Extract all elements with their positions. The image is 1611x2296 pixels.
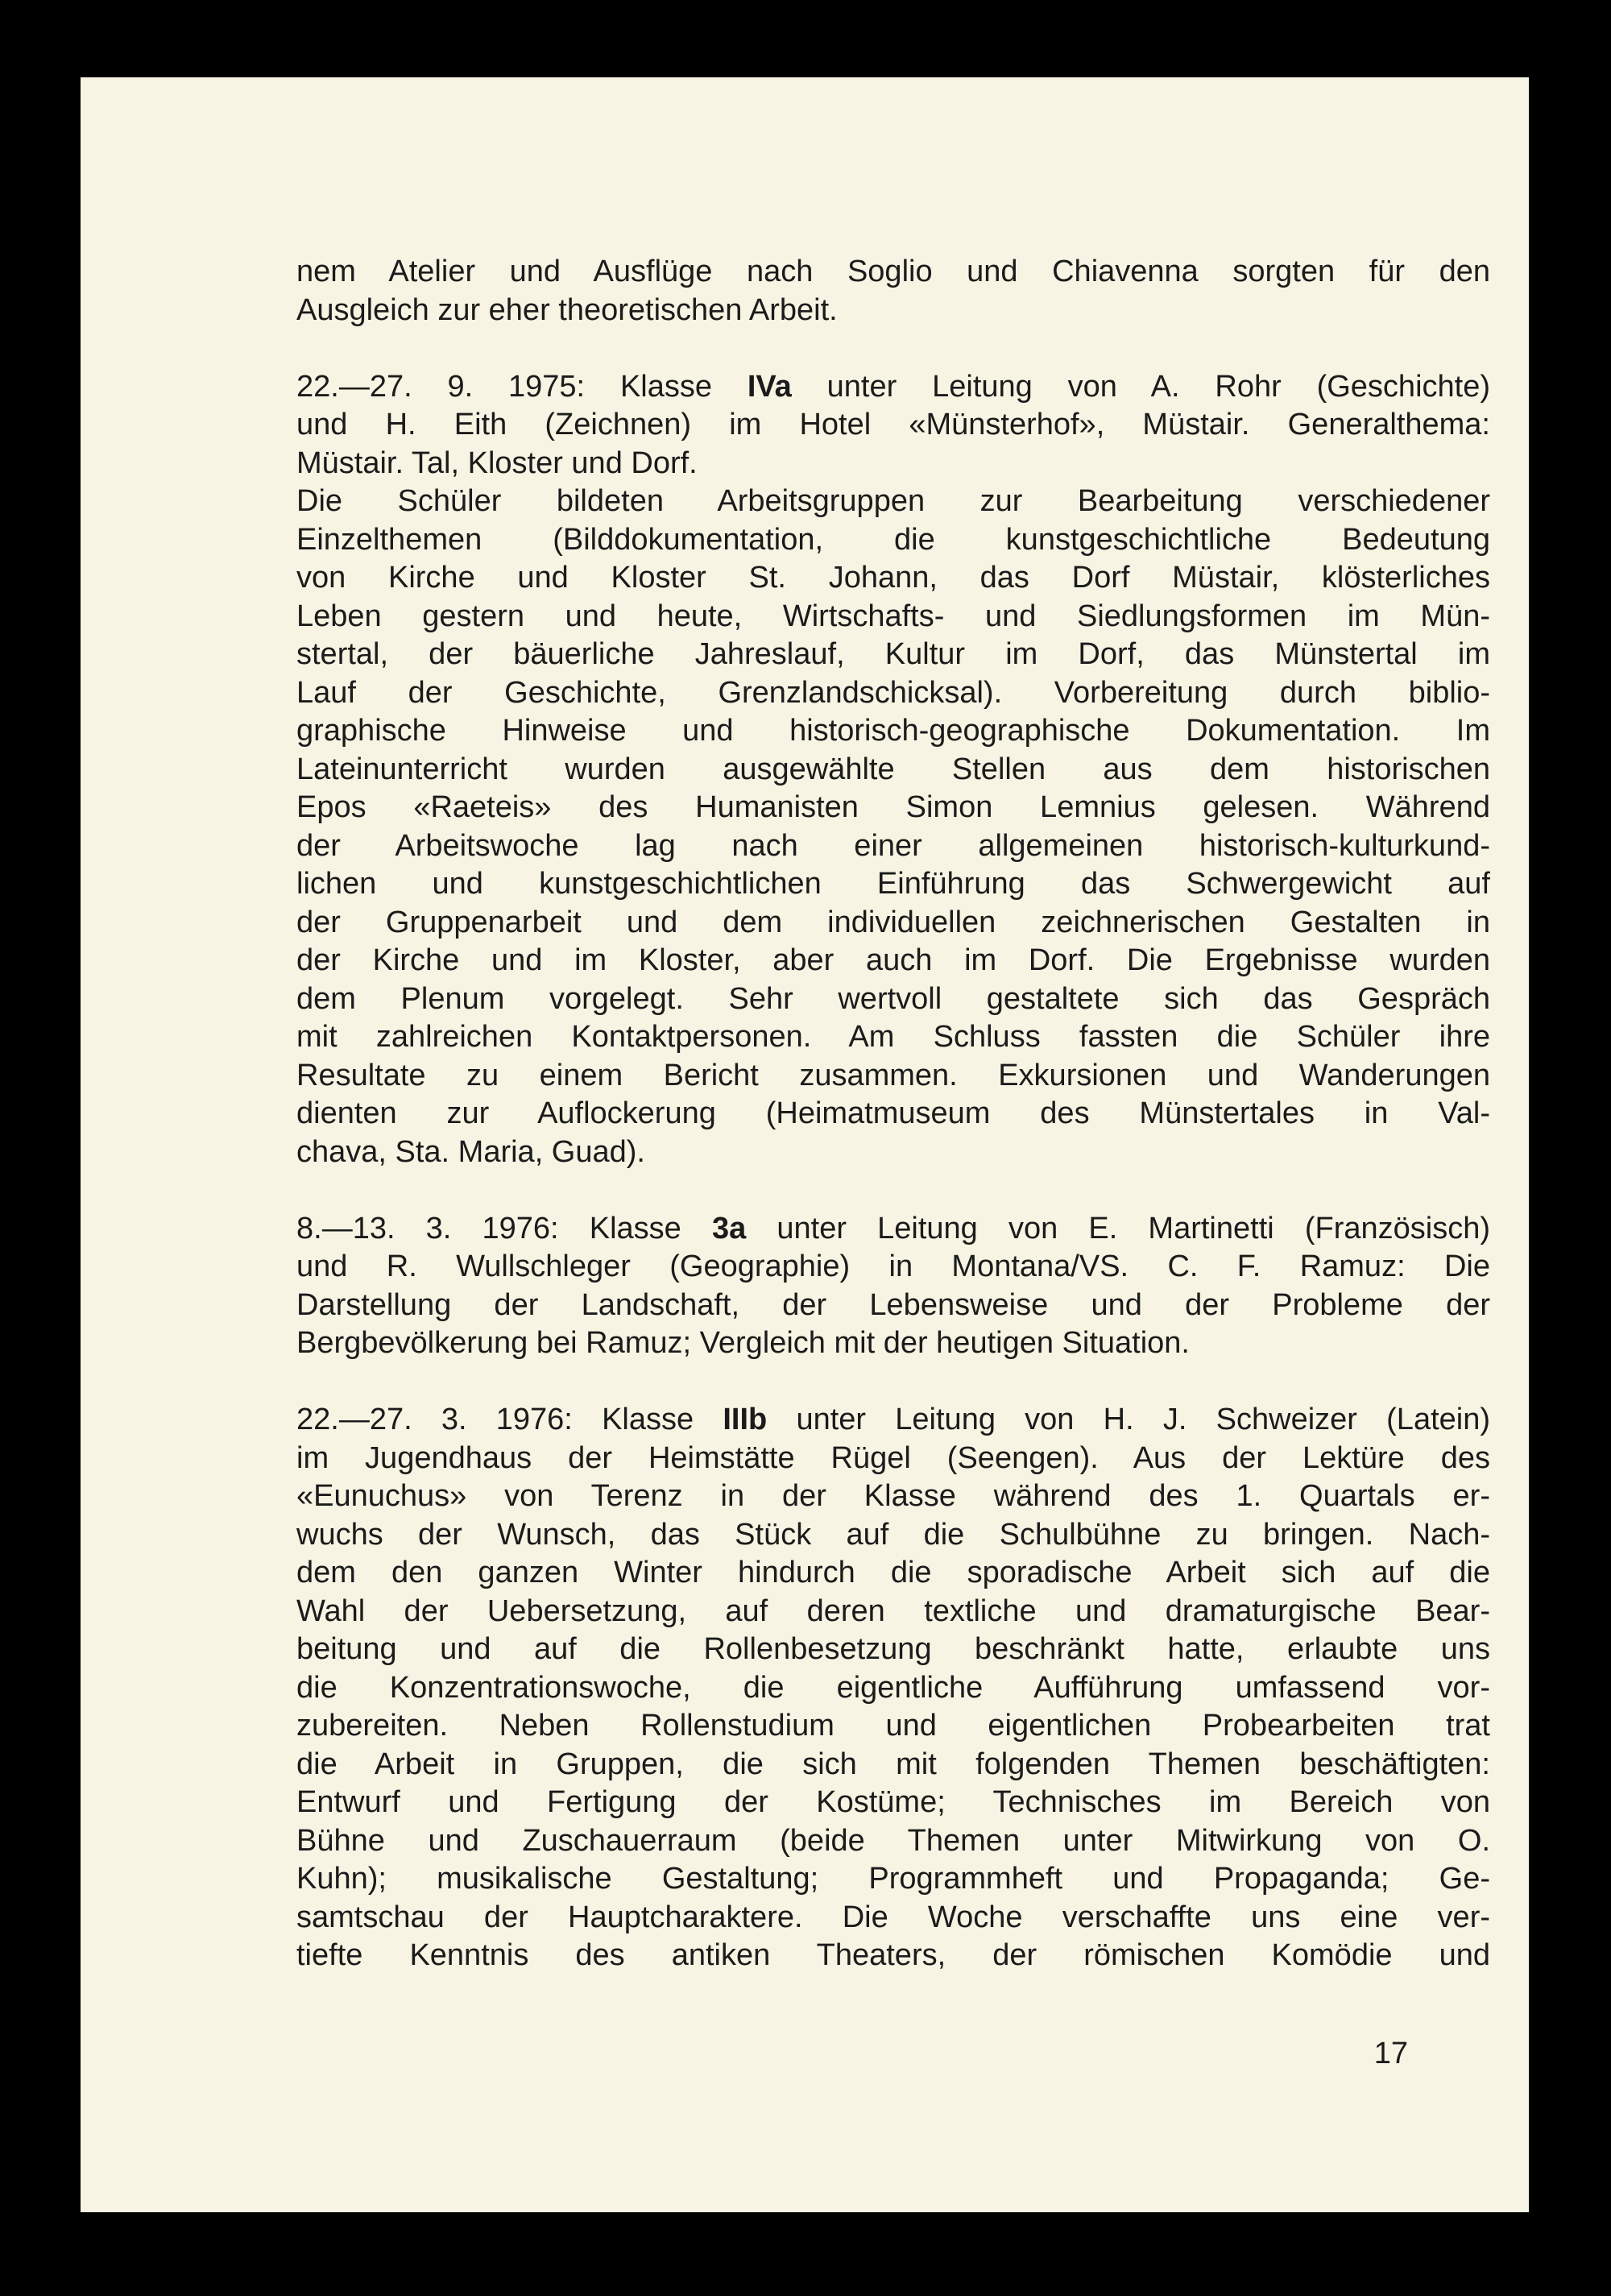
text-line: zubereiten. Neben Rollenstudium und eigentlichen Probearbeiten trat <box>296 1709 1490 1743</box>
entry-heading-rest: unter Leitung von E. Martinetti (Französisch) <box>746 1211 1490 1245</box>
text-line: wuchs der Wunsch, das Stück auf die Schulbühne zu bringen. Nach- <box>296 1517 1490 1552</box>
entry-date: 22.—27. 3. 1976: Klasse <box>296 1403 723 1436</box>
entry-heading-rest: unter Leitung von H. J. Schweizer (Latein) <box>767 1403 1490 1436</box>
text-line: Bühne und Zuschauerraum (beide Themen unter Mitwirkung von O. <box>296 1823 1490 1858</box>
text-line: Epos «Raeteis» des Humanisten Simon Lemnius gelesen. Während <box>296 790 1490 824</box>
text-line: der Kirche und im Kloster, aber auch im Dorf. Die Ergebnisse wurden <box>296 943 1490 977</box>
entry-heading-line <box>296 1401 1490 1440</box>
text-line: chava, Sta. Maria, Guad). <box>296 1134 645 1169</box>
text-line: beitung und auf die Rollenbesetzung beschränkt hatte, erlaubte uns <box>296 1632 1490 1666</box>
text-line: «Eunuchus» von Terenz in der Klasse während des 1. Quartals er- <box>296 1479 1490 1513</box>
paragraph-klasse-3a <box>296 1210 1490 1363</box>
document-page <box>81 77 1529 2212</box>
text-line: der Arbeitswoche lag nach einer allgemeinen historisch-kulturkund- <box>296 828 1490 863</box>
text-line: Ausgleich zur eher theoretischen Arbeit. <box>296 292 838 327</box>
text-line: stertal, der bäuerliche Jahreslauf, Kultur im Dorf, das Münstertal im <box>296 637 1490 671</box>
text-line: dienten zur Auflockerung (Heimatmuseum des Münstertales in Val- <box>296 1096 1490 1130</box>
text-line: Müstair. Tal, Kloster und Dorf. <box>296 446 698 480</box>
text-line: Lauf der Geschichte, Grenzlandschicksal). Vorbereitung durch biblio- <box>296 675 1490 710</box>
text-line: und H. Eith (Zeichnen) im Hotel «Münsterhof», Müstair. Generalthema: <box>296 408 1490 441</box>
text-line: Bergbevölkerung bei Ramuz; Vergleich mit der heutigen Situation. <box>296 1326 1190 1360</box>
text-line: Wahl der Uebersetzung, auf deren textliche und dramaturgische Bear- <box>296 1594 1490 1628</box>
text-line: der Gruppenarbeit und dem individuellen zeichnerischen Gestalten in <box>296 905 1490 939</box>
text-line: von Kirche und Kloster St. Johann, das Dorf Müstair, klösterliches <box>296 561 1490 595</box>
page-number: 17 <box>1373 2037 1408 2070</box>
klasse-label: IVa <box>747 369 792 404</box>
text-line: mit zahlreichen Kontaktpersonen. Am Schluss fassten die Schüler ihre <box>296 1020 1490 1054</box>
text-line: im Jugendhaus der Heimstätte Rügel (Seengen). Aus der Lektüre des <box>296 1440 1490 1475</box>
text-line: Entwurf und Fertigung der Kostüme; Technisches im Bereich von <box>296 1785 1490 1819</box>
text-line: lichen und kunstgeschichtlichen Einführung das Schwergewicht auf <box>296 867 1490 901</box>
text-line: dem den ganzen Winter hindurch die sporadische Arbeit sich auf die <box>296 1556 1490 1589</box>
text-line: und R. Wullschleger (Geographie) in Montana/VS. C. F. Ramuz: Die <box>296 1250 1490 1283</box>
paragraph-klasse-iva <box>296 368 1490 1172</box>
text-line: die Konzentrationswoche, die eigentliche Aufführung umfassend vor- <box>296 1670 1490 1705</box>
paragraph-intro <box>296 253 1490 329</box>
text-line: Resultate zu einem Bericht zusammen. Exkursionen und Wanderungen <box>296 1058 1490 1092</box>
klasse-label: 3a <box>711 1211 747 1245</box>
text-line: dem Plenum vorgelegt. Sehr wertvoll gestaltete sich das Gespräch <box>296 981 1490 1016</box>
text-line: Darstellung der Landschaft, der Lebensweise und der Probleme der <box>296 1287 1490 1322</box>
text-line: samtschau der Hauptcharaktere. Die Woche verschaffte uns eine ver- <box>296 1900 1490 1934</box>
text-line: Kuhn); musikalische Gestaltung; Programmheft und Propaganda; Ge- <box>296 1862 1490 1896</box>
paragraph-klasse-iiib <box>296 1401 1490 1975</box>
text-line: nem Atelier und Ausflüge nach Soglio und Chiavenna sorgten für den <box>296 255 1490 288</box>
text-line: graphische Hinweise und historisch-geographische Dokumentation. Im <box>296 714 1490 748</box>
text-line: Leben gestern und heute, Wirtschafts- und Siedlungsformen im Mün- <box>296 599 1490 633</box>
text-line: Lateinunterricht wurden ausgewählte Stellen aus dem historischen <box>296 752 1490 786</box>
text-line: Die Schüler bildeten Arbeitsgruppen zur Bearbeitung verschiedener <box>296 484 1490 518</box>
entry-heading-rest: unter Leitung von A. Rohr (Geschichte) <box>791 369 1490 404</box>
text-line: tiefte Kenntnis des antiken Theaters, der römischen Komödie und <box>296 1938 1490 1972</box>
entry-heading-line <box>296 368 1490 407</box>
klasse-label: IIIb <box>723 1403 768 1436</box>
entry-date: 22.—27. 9. 1975: Klasse <box>296 369 748 404</box>
text-line: die Arbeit in Gruppen, die sich mit folgenden Themen beschäftigten: <box>296 1747 1490 1781</box>
entry-date: 8.—13. 3. 1976: Klasse <box>296 1211 712 1245</box>
entry-heading-line <box>296 1210 1490 1249</box>
text-line: Einzelthemen (Bilddokumentation, die kunstgeschichtliche Bedeutung <box>296 522 1490 557</box>
body-text <box>296 253 1490 1975</box>
